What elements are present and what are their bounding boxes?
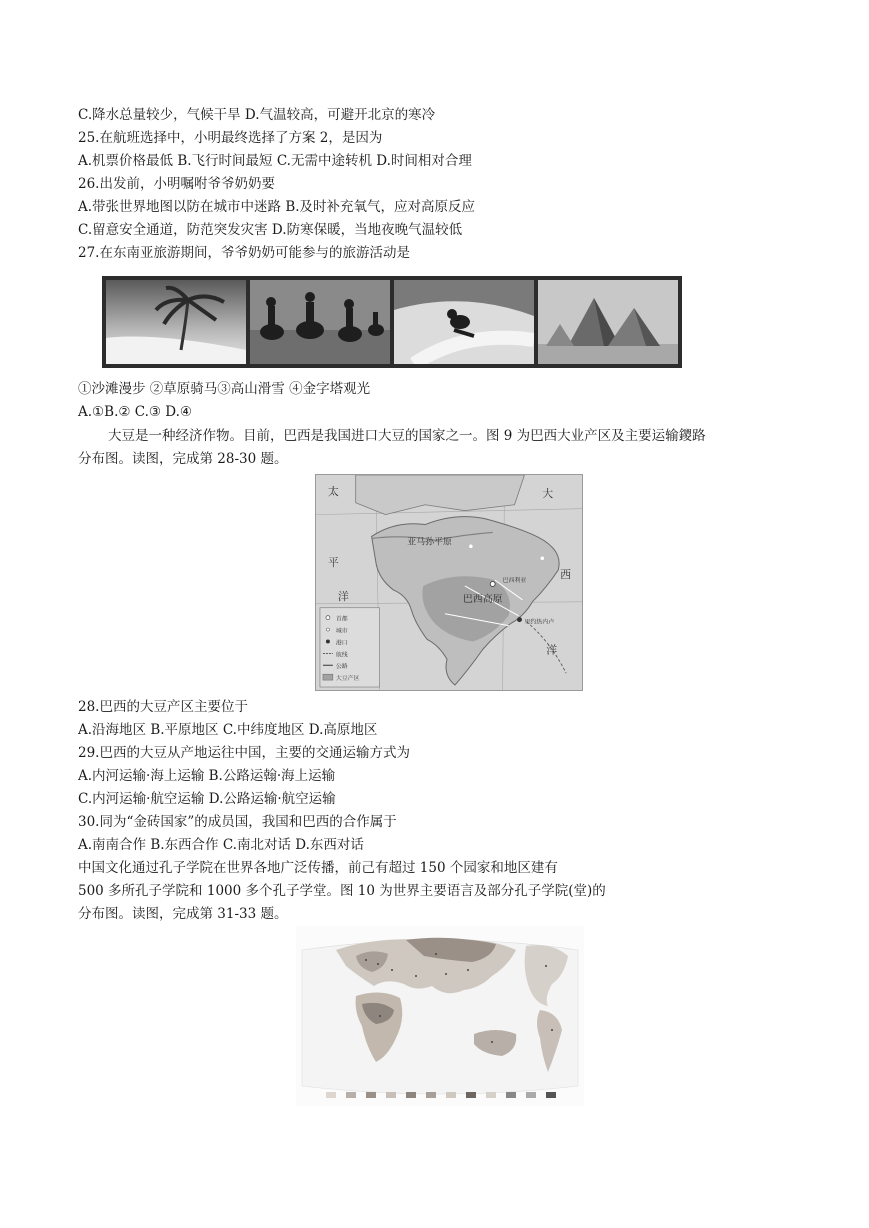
- capital-marker: [490, 582, 495, 587]
- brazil-passage-line-1: 大豆是一种经济作物。目前，巴西是我国进口大豆的国家之一。图 9 为巴西大业产区及主要运输鑁路: [108, 428, 706, 444]
- amazon-plain-label: 亚马孙平原: [407, 537, 452, 548]
- q30-options: A.南南合作 B.东西合作 C.南北对话 D.东西对话: [78, 837, 364, 853]
- q28-stem: 28.巴西的大豆产区主要位于: [78, 699, 248, 715]
- ocean-label-atlantic-2: 西: [560, 568, 572, 582]
- skiing-photo: [394, 280, 534, 364]
- q25-options: A.机票价格最低 B.飞行时间最短 C.无需中途转机 D.时间相对合理: [78, 153, 472, 169]
- q24-options-cd: C.降水总量较少，气候干旱 D.气温较高，可避开北京的寒冷: [78, 107, 436, 123]
- pyramid-photo: [538, 280, 678, 364]
- q26-options-cd: C.留意安全通道，防范突发灾害 D.防寒保暖，当地夜晚气温较低: [78, 222, 463, 238]
- brazil-soybean-map: [315, 474, 583, 691]
- ocean-label-pacific-3: 洋: [337, 589, 349, 603]
- confucius-passage-line-3: 分布图。读图，完成第 31-33 题。: [78, 906, 288, 922]
- q29-stem: 29.巴西的大豆从产地运往中国，主要的交通运输方式为: [78, 745, 410, 761]
- ocean-label-pacific-1: 太: [327, 484, 339, 498]
- q29-options-cd: C.内河运输·航空运输 D.公路运输·航空运输: [78, 791, 336, 807]
- horse-riding-photo: [250, 280, 390, 364]
- map-legend: [320, 608, 380, 687]
- ocean-label-atlantic-1: 大: [542, 486, 554, 500]
- q28-options: A.沿海地区 B.平原地区 C.中纬度地区 D.高原地区: [78, 722, 378, 738]
- legend-soybean: 大豆产区: [335, 675, 360, 683]
- q27-photo-strip: [102, 276, 682, 368]
- q29-options-ab: A.内河运输·海上运输 B.公路运翰·海上运输: [78, 768, 336, 784]
- rio-label: 里约热内卢: [524, 618, 555, 626]
- q30-stem: 30.同为“金砖国家”的成员国，我国和巴西的合作属于: [78, 814, 397, 830]
- confucius-passage-line-1: 中国文化通过孔子学院在世界各地广泛传播，前己有超过 150 个园家和地区建有: [78, 860, 558, 876]
- world-language-map: [296, 926, 584, 1106]
- q27-stem: 27.在东南亚旅游期间，爷爷奶奶可能参与的旅游活动是: [78, 245, 410, 261]
- q25-stem: 25.在航班选择中，小明最终选择了方案 2，是因为: [78, 130, 383, 146]
- port-marker: [517, 617, 522, 622]
- ocean-label-atlantic-3: 洋: [546, 643, 558, 657]
- legend-city: 城市: [335, 627, 348, 635]
- confucius-passage-line-2: 500 多所孔子学院和 1000 多个孔子学堂。图 10 为世界主要语言及部分孔子学院(堂)的: [78, 883, 606, 899]
- legend-route: 航线: [335, 651, 348, 659]
- q26-stem: 26.出发前，小明嘱咐爷爷奶奶要: [78, 176, 275, 192]
- ocean-label-pacific-2: 平: [327, 556, 339, 570]
- legend-road: 公路: [335, 663, 348, 671]
- brazil-passage-line-2: 分布图。读图，完成第 28-30 题。: [78, 451, 288, 467]
- legend-port: 港口: [335, 639, 348, 647]
- q27-photo-labels: ①沙滩漫步 ②草原骑马③高山滑雪 ④金字塔观光: [78, 381, 371, 397]
- legend-capital: 首都: [335, 615, 348, 623]
- q26-options-ab: A.带张世界地图以防在城市中迷路 B.及时补充氧气，应对高原反应: [78, 199, 476, 215]
- beach-photo: [106, 280, 246, 364]
- q27-options: A.①B.② C.③ D.④: [78, 404, 193, 420]
- brasilia-label: 巴西利亚: [502, 577, 527, 585]
- brazil-plateau-label: 巴西高原: [462, 593, 503, 605]
